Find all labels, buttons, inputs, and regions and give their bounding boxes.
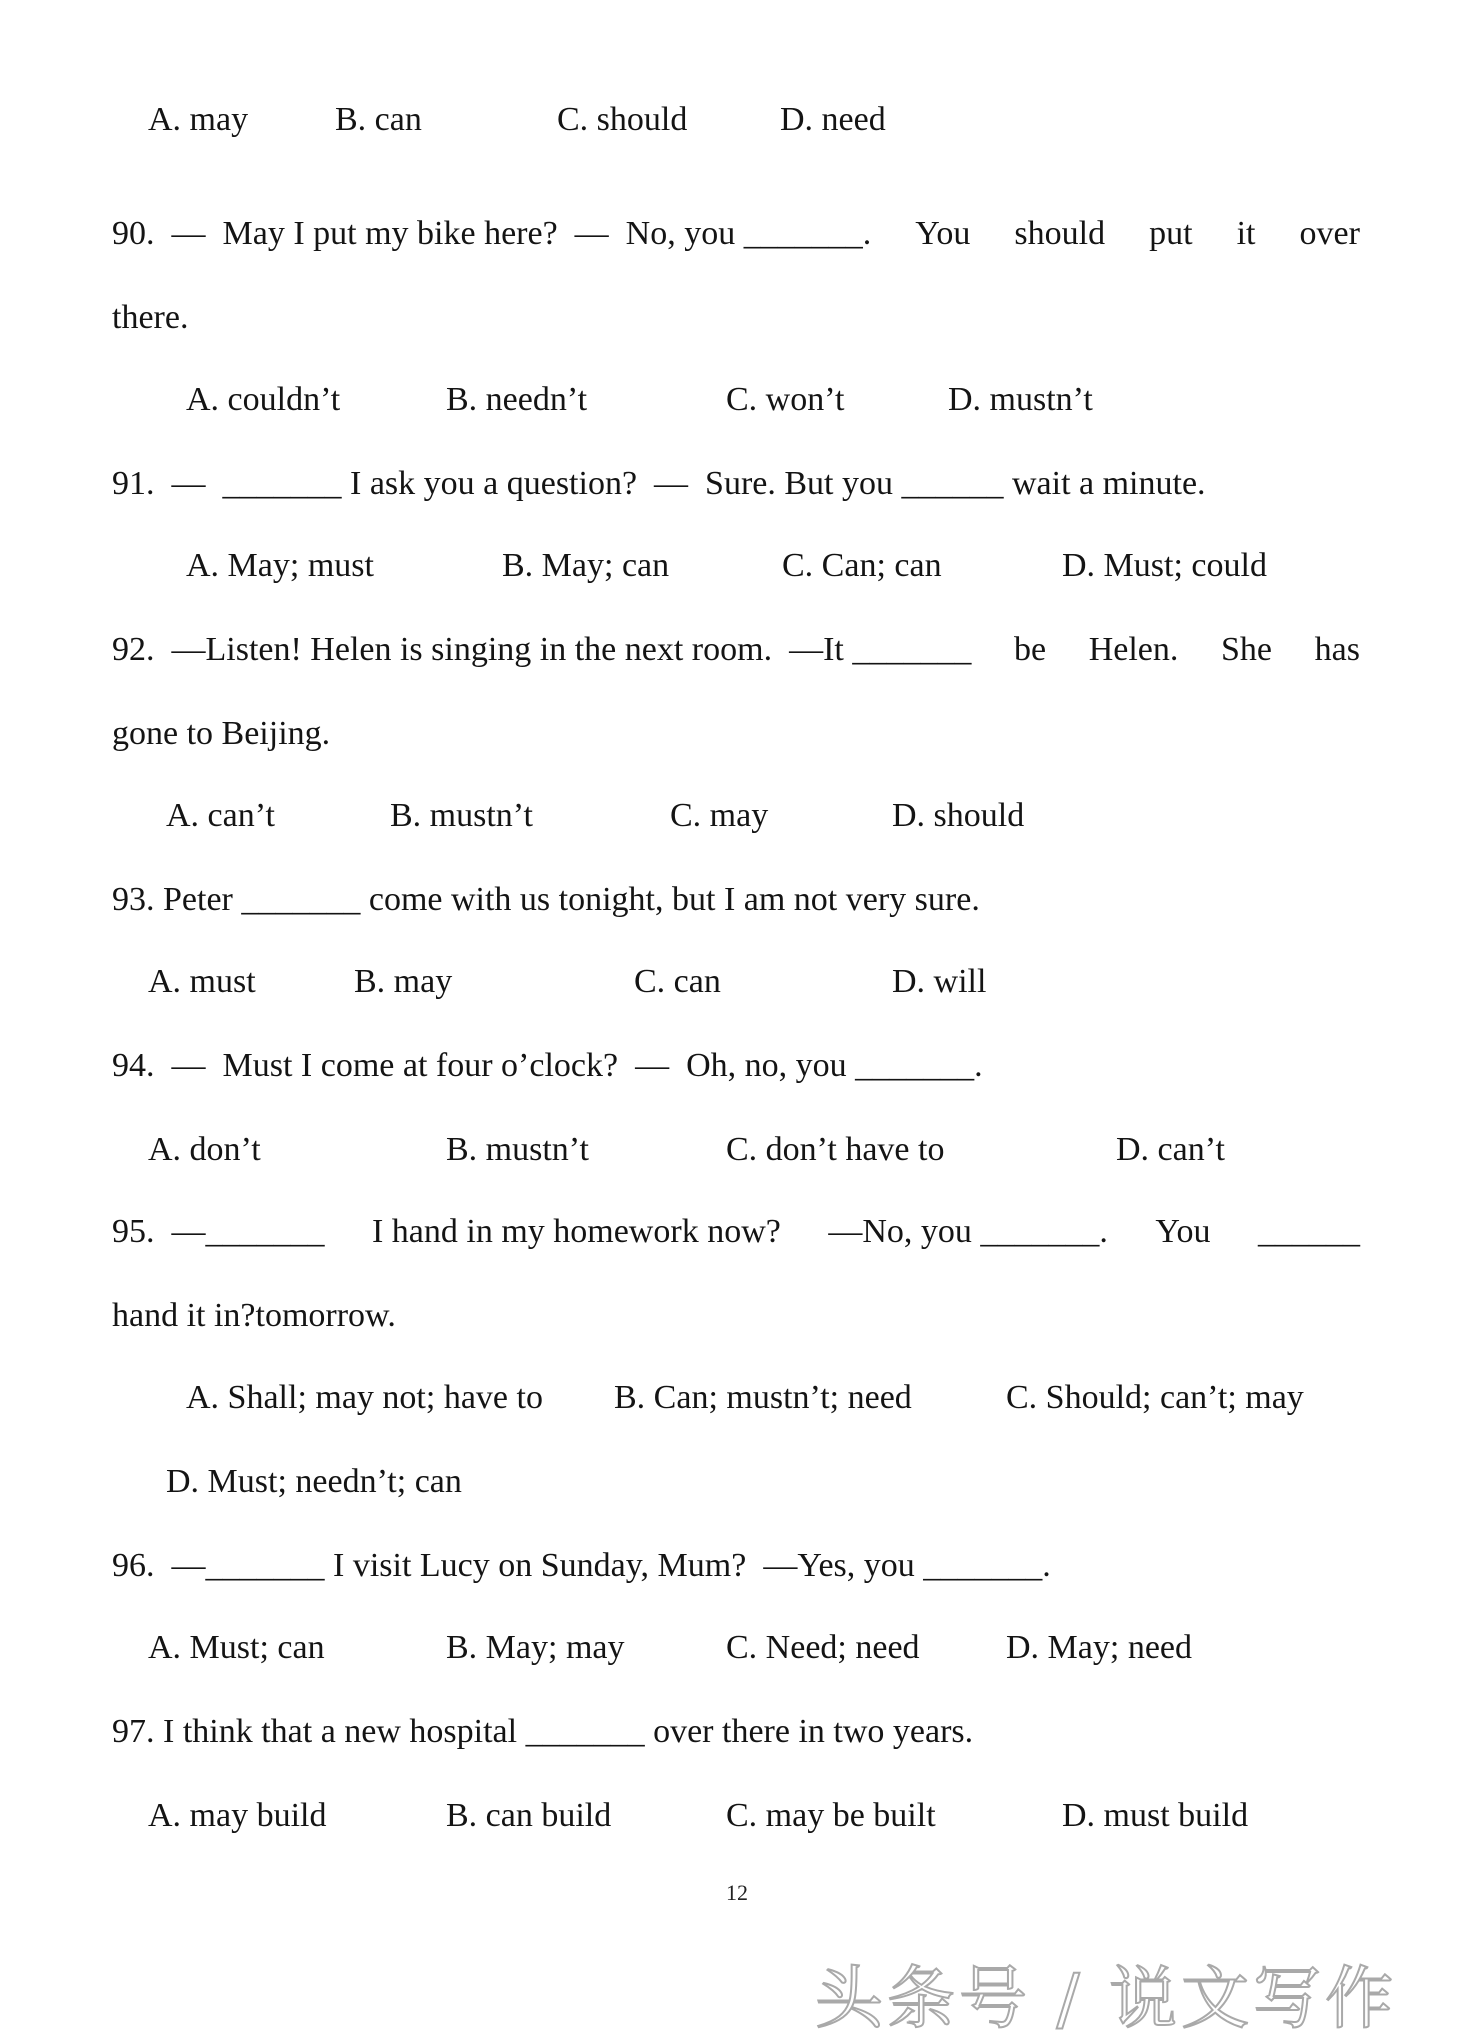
question-91: 91. — _______ I ask you a question? — Sure. But you ______ wait a minute.: [112, 465, 1206, 502]
q95-word: You: [1155, 1213, 1211, 1250]
q90-word: You: [915, 215, 971, 252]
watermark-text: 头条号 / 说文写作: [815, 1960, 1398, 2039]
option-d-95: D. Must; needn’t; can: [166, 1463, 462, 1500]
option-d: D. Must; could: [1062, 547, 1267, 584]
option-a: A. don’t: [148, 1131, 261, 1168]
question-94: 94. — Must I come at four o’clock? — Oh, no, you _______.: [112, 1047, 983, 1084]
option-a: A. can’t: [166, 797, 275, 834]
option-c: C. should: [557, 101, 688, 138]
question-90-line1: [112, 214, 1360, 254]
option-d: D. need: [780, 101, 886, 138]
option-b: B. May; may: [446, 1629, 625, 1666]
question-90-line2: there.: [112, 299, 189, 336]
question-95-line1: [112, 1212, 1360, 1252]
question-92-line1: [112, 630, 1360, 670]
option-c: C. Should; can’t; may: [1006, 1379, 1304, 1416]
option-b: B. can build: [446, 1797, 612, 1834]
option-b: B. mustn’t: [390, 797, 533, 834]
option-a: A. May; must: [186, 547, 374, 584]
option-c: C. may be built: [726, 1797, 936, 1834]
question-95-line2: hand it in?tomorrow.: [112, 1297, 396, 1334]
option-d: D. mustn’t: [948, 381, 1093, 418]
option-b: B. needn’t: [446, 381, 588, 418]
option-d: D. will: [892, 963, 987, 1000]
q95-text: —No, you _______.: [828, 1213, 1108, 1250]
option-b: B. mustn’t: [446, 1131, 589, 1168]
option-c: C. can: [634, 963, 721, 1000]
option-a: A. Shall; may not; have to: [186, 1379, 543, 1416]
q90-word: put: [1149, 215, 1193, 252]
option-a: A. may: [148, 101, 249, 138]
option-b: B. may: [354, 963, 453, 1000]
option-c: C. Can; can: [782, 547, 942, 584]
question-97: 97. I think that a new hospital _______ over there in two years.: [112, 1713, 974, 1750]
option-a: A. Must; can: [148, 1629, 325, 1666]
option-d: D. should: [892, 797, 1025, 834]
option-b: B. May; can: [502, 547, 670, 584]
option-c: C. Need; need: [726, 1629, 920, 1666]
q90-word: should: [1014, 215, 1106, 252]
option-c: C. don’t have to: [726, 1131, 945, 1168]
q95-text: I hand in my homework now?: [371, 1213, 781, 1250]
page-number: 12: [726, 1880, 748, 1905]
q95-text: 95. —_______: [112, 1213, 325, 1250]
question-93: 93. Peter _______ come with us tonight, but I am not very sure.: [112, 881, 980, 918]
question-96: 96. —_______ I visit Lucy on Sunday, Mum? —Yes, you _______.: [112, 1547, 1051, 1584]
q92-word: has: [1314, 631, 1360, 668]
question-92-line2: gone to Beijing.: [112, 715, 331, 752]
option-a: A. must: [148, 963, 256, 1000]
option-b: B. can: [335, 101, 422, 138]
option-a: A. couldn’t: [186, 381, 341, 418]
q90-text: 90. — May I put my bike here? — No, you _______.: [112, 215, 872, 252]
q92-word: She: [1221, 631, 1273, 668]
q92-word: Helen.: [1088, 631, 1179, 668]
option-d: D. can’t: [1116, 1131, 1225, 1168]
option-a: A. may build: [148, 1797, 327, 1834]
option-d: D. must build: [1062, 1797, 1249, 1834]
q90-word: it: [1236, 215, 1256, 252]
option-b: B. Can; mustn’t; need: [614, 1379, 912, 1416]
q90-word: over: [1299, 215, 1360, 252]
q92-word: be: [1013, 631, 1047, 668]
option-d: D. May; need: [1006, 1629, 1193, 1666]
q95-blank: ______: [1257, 1213, 1360, 1250]
option-c: C. won’t: [726, 381, 845, 418]
option-c: C. may: [670, 797, 769, 834]
q92-text: 92. —Listen! Helen is singing in the next room. —It _______: [112, 631, 972, 668]
